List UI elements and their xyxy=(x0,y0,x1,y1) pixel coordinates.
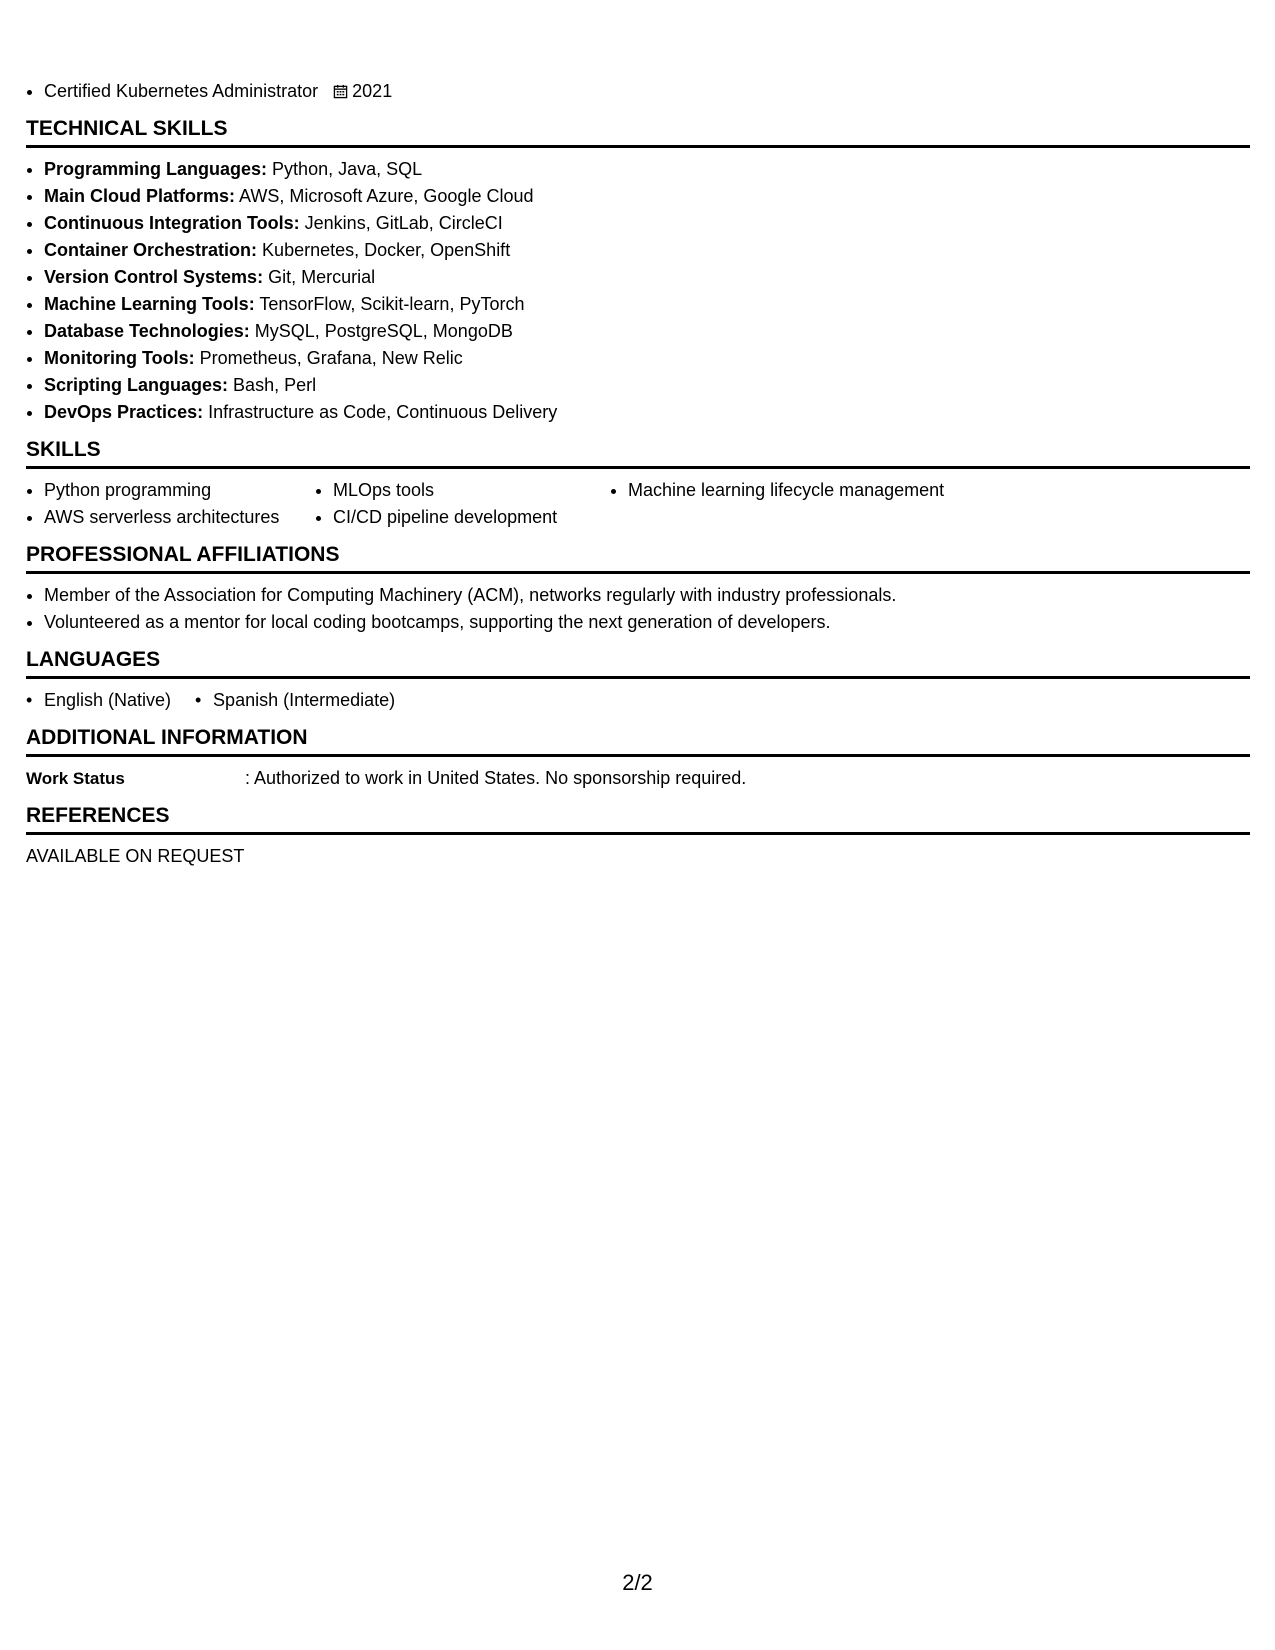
affiliation-item: • Member of the Association for Computing Machinery (ACM), networks regularly with industry professionals. xyxy=(44,582,1250,609)
skill-label: Continuous Integration Tools: xyxy=(44,213,300,233)
skill-label: Monitoring Tools: xyxy=(44,348,195,368)
skill-value: Git, Mercurial xyxy=(268,267,376,287)
skills-column-2 xyxy=(315,477,610,531)
work-status-value: : Authorized to work in United States. No sponsorship required. xyxy=(245,768,747,788)
skill-value: AWS, Microsoft Azure, Google Cloud xyxy=(239,186,534,206)
skills-column-3 xyxy=(610,477,1028,531)
certification-date xyxy=(333,81,392,101)
skill-value: Prometheus, Grafana, New Relic xyxy=(199,348,463,368)
skill-label: Main Cloud Platforms: xyxy=(44,186,236,206)
additional-info-section xyxy=(26,724,1250,792)
affiliations-list xyxy=(26,582,1250,636)
skill-value: Kubernetes, Docker, OpenShift xyxy=(262,240,511,260)
section-title-affiliations: PROFESSIONAL AFFILIATIONS xyxy=(26,541,1250,574)
calendar-icon xyxy=(333,84,348,99)
affiliations-section xyxy=(26,541,1250,636)
technical-skill-item xyxy=(44,372,1250,399)
skill-item: • AWS serverless architectures xyxy=(44,504,315,531)
technical-skill-item xyxy=(44,399,1250,426)
references-section xyxy=(26,802,1250,870)
technical-skill-item xyxy=(44,237,1250,264)
skill-label: Version Control Systems: xyxy=(44,267,264,287)
skill-value: Python, Java, SQL xyxy=(272,159,423,179)
certifications-list xyxy=(26,78,1250,105)
technical-skill-item xyxy=(44,345,1250,372)
section-title-additional-info: ADDITIONAL INFORMATION xyxy=(26,724,1250,757)
technical-skill-item xyxy=(44,183,1250,210)
skill-label: Database Technologies: xyxy=(44,321,250,341)
certification-item xyxy=(44,78,1250,105)
technical-skill-item xyxy=(44,318,1250,345)
language-item: • Spanish (Intermediate) xyxy=(195,687,395,714)
skill-value: Infrastructure as Code, Continuous Delivery xyxy=(208,402,558,422)
skill-label: DevOps Practices: xyxy=(44,402,204,422)
language-item: • English (Native) xyxy=(26,687,171,714)
skill-value: Jenkins, GitLab, CircleCI xyxy=(304,213,503,233)
languages-list xyxy=(26,687,1250,714)
references-text: AVAILABLE ON REQUEST xyxy=(26,846,245,866)
skill-label: Container Orchestration: xyxy=(44,240,258,260)
skills-columns xyxy=(26,477,1250,531)
technical-skill-item xyxy=(44,210,1250,237)
section-title-references: REFERENCES xyxy=(26,802,1250,835)
work-status-row xyxy=(26,765,1250,792)
skill-label: Machine Learning Tools: xyxy=(44,294,255,314)
skill-label: Programming Languages: xyxy=(44,159,268,179)
skill-value: Bash, Perl xyxy=(233,375,317,395)
resume-page xyxy=(26,78,1250,870)
affiliation-item: • Volunteered as a mentor for local coding bootcamps, supporting the next generation of developers. xyxy=(44,609,1250,636)
skill-value: TensorFlow, Scikit-learn, PyTorch xyxy=(259,294,525,314)
skill-item: • MLOps tools xyxy=(333,477,610,504)
skill-item: • Machine learning lifecycle management xyxy=(628,477,1028,504)
work-status-label: Work Status xyxy=(26,769,125,788)
technical-skills-section xyxy=(26,115,1250,426)
section-title-languages: LANGUAGES xyxy=(26,646,1250,679)
technical-skill-item xyxy=(44,156,1250,183)
section-title-technical-skills: TECHNICAL SKILLS xyxy=(26,115,1250,148)
skill-label: Scripting Languages: xyxy=(44,375,229,395)
certification-year: 2021 xyxy=(352,81,393,101)
languages-section xyxy=(26,646,1250,714)
technical-skill-item xyxy=(44,291,1250,318)
skill-item: • CI/CD pipeline development xyxy=(333,504,610,531)
section-title-skills: SKILLS xyxy=(26,436,1250,469)
skill-item: • Python programming xyxy=(44,477,315,504)
page-number: 2/2 xyxy=(622,1570,653,1595)
skills-column-1 xyxy=(26,477,315,531)
skills-section xyxy=(26,436,1250,531)
technical-skill-item xyxy=(44,264,1250,291)
technical-skills-list xyxy=(26,156,1250,426)
certification-name: Certified Kubernetes Administrator xyxy=(44,81,319,101)
skill-value: MySQL, PostgreSQL, MongoDB xyxy=(254,321,513,341)
